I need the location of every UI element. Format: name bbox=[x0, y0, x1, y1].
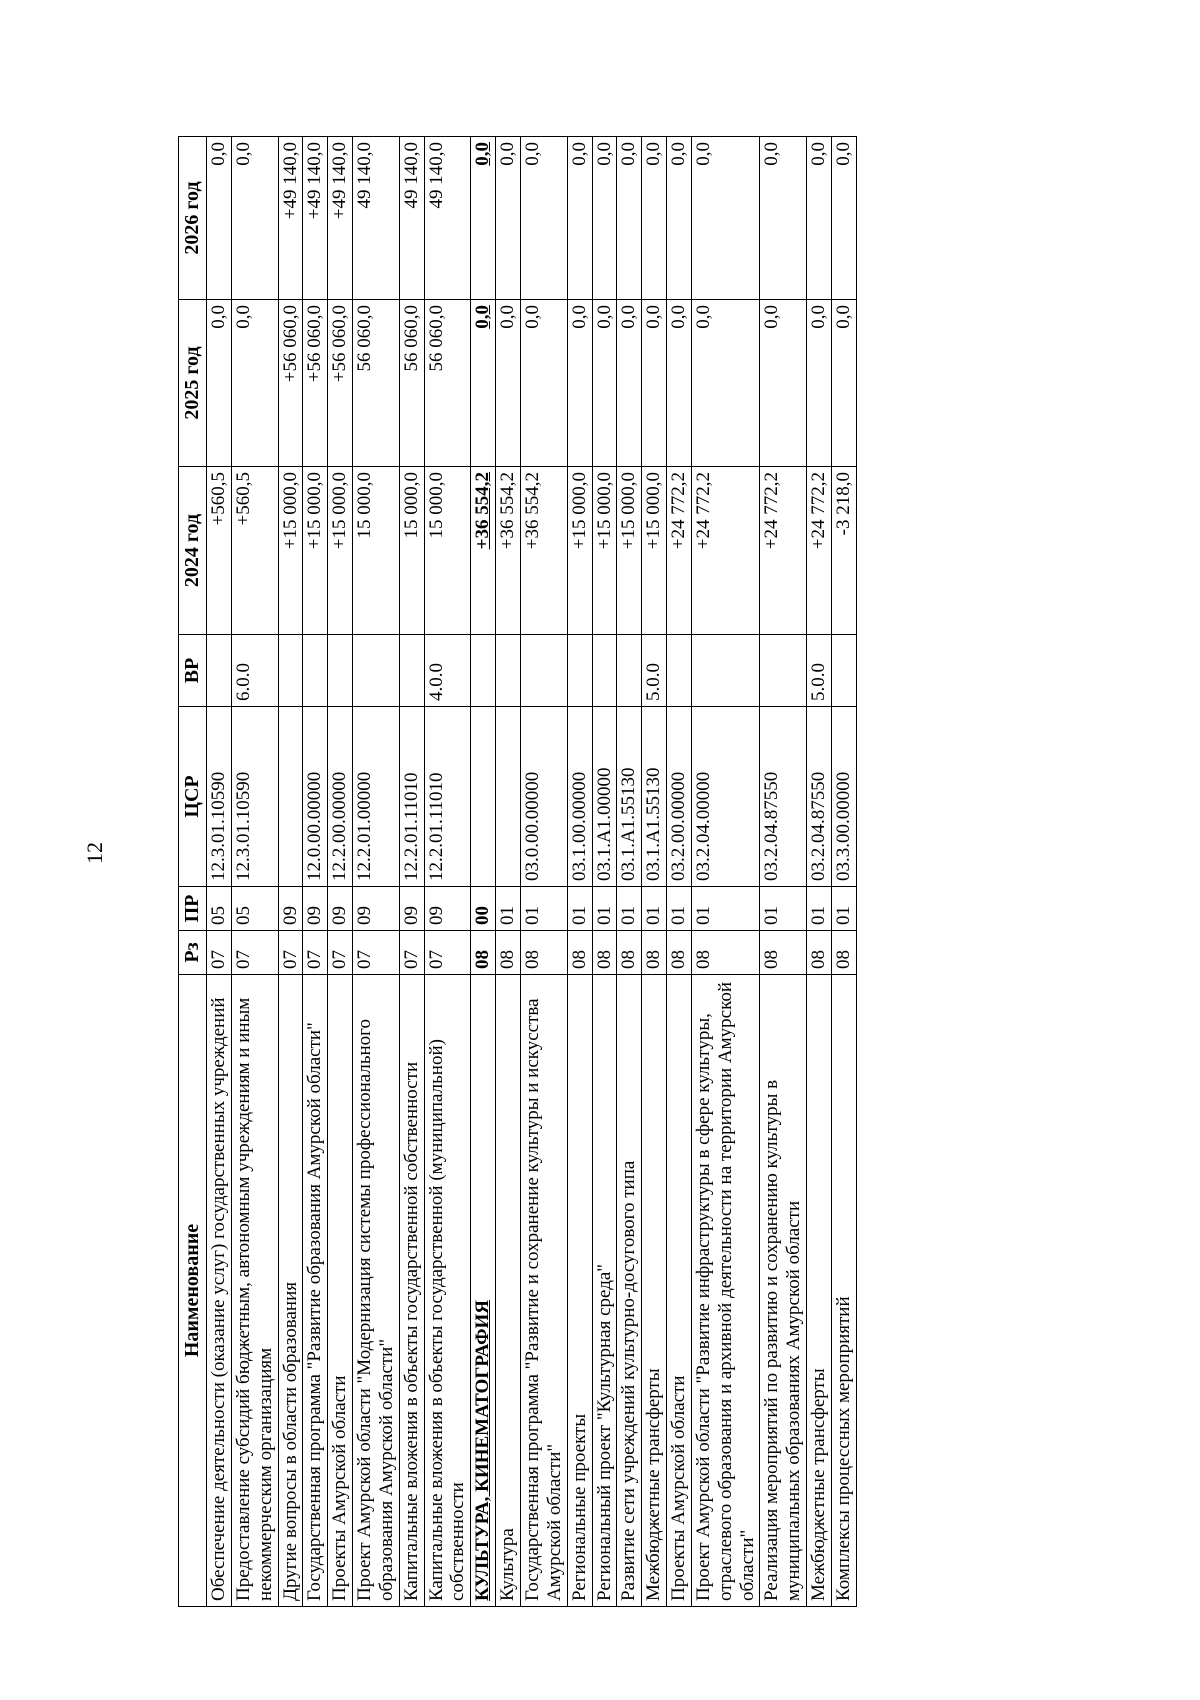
cell-rz: 07 bbox=[399, 931, 424, 975]
cell-name: Межбюджетные трансферты bbox=[642, 975, 667, 1607]
table-row bbox=[399, 137, 424, 1607]
cell-vr bbox=[328, 635, 353, 707]
table-row bbox=[667, 137, 692, 1607]
cell-rz: 07 bbox=[424, 931, 471, 975]
cell-pr: 05 bbox=[231, 887, 278, 931]
cell-pr: 00 bbox=[471, 887, 496, 931]
table-row bbox=[278, 137, 303, 1607]
cell-rz: 08 bbox=[807, 931, 832, 975]
rotated-table-container bbox=[178, 137, 1190, 1607]
cell-2026: 0,0 bbox=[496, 137, 521, 300]
cell-2025: 56 060,0 bbox=[424, 300, 471, 467]
cell-vr: 5.0.0 bbox=[642, 635, 667, 707]
cell-name: Государственная программа "Развитие и сохранение культуры и искусства Амурской области" bbox=[520, 975, 567, 1607]
cell-2024: +15 000,0 bbox=[592, 467, 617, 635]
cell-rz: 08 bbox=[831, 931, 856, 975]
cell-csr: 03.1.A1.55130 bbox=[617, 707, 642, 887]
cell-name: Межбюджетные трансферты bbox=[807, 975, 832, 1607]
cell-csr: 12.2.01.11010 bbox=[424, 707, 471, 887]
cell-rz: 08 bbox=[567, 931, 592, 975]
table-row bbox=[520, 137, 567, 1607]
cell-vr bbox=[691, 635, 760, 707]
cell-name: Государственная программа "Развитие образования Амурской области" bbox=[303, 975, 328, 1607]
cell-pr: 01 bbox=[520, 887, 567, 931]
cell-name: Комплексы процессных мероприятий bbox=[831, 975, 856, 1607]
cell-2024: +24 772,2 bbox=[667, 467, 692, 635]
table-row bbox=[303, 137, 328, 1607]
cell-2025: 0,0 bbox=[592, 300, 617, 467]
cell-rz: 07 bbox=[328, 931, 353, 975]
cell-pr: 09 bbox=[303, 887, 328, 931]
header-csr: ЦСР bbox=[179, 707, 207, 887]
cell-2025: 0,0 bbox=[760, 300, 807, 467]
cell-name: Проект Амурской области "Модернизация системы профессионального образования Амурской области" bbox=[353, 975, 400, 1607]
cell-2026: 0,0 bbox=[567, 137, 592, 300]
cell-2024: 15 000,0 bbox=[399, 467, 424, 635]
cell-csr: 03.2.04.87550 bbox=[807, 707, 832, 887]
cell-vr bbox=[207, 635, 232, 707]
cell-2025: +56 060,0 bbox=[303, 300, 328, 467]
cell-2025: 0,0 bbox=[667, 300, 692, 467]
cell-2026: 0,0 bbox=[471, 137, 496, 300]
cell-csr bbox=[278, 707, 303, 887]
cell-name: Капитальные вложения в объекты государственной собственности bbox=[399, 975, 424, 1607]
cell-name: Развитие сети учреждений культурно-досугового типа bbox=[617, 975, 642, 1607]
cell-pr: 09 bbox=[399, 887, 424, 931]
table-row bbox=[496, 137, 521, 1607]
table-row bbox=[207, 137, 232, 1607]
cell-2024: 15 000,0 bbox=[353, 467, 400, 635]
cell-pr: 01 bbox=[667, 887, 692, 931]
cell-name: Региональный проект "Культурная среда" bbox=[592, 975, 617, 1607]
cell-pr: 09 bbox=[328, 887, 353, 931]
cell-2024: +24 772,2 bbox=[760, 467, 807, 635]
cell-name: КУЛЬТУРА, КИНЕМАТОГРАФИЯ bbox=[471, 975, 496, 1607]
cell-rz: 07 bbox=[231, 931, 278, 975]
header-2024: 2024 год bbox=[179, 467, 207, 635]
cell-2025: 0,0 bbox=[807, 300, 832, 467]
cell-2024: +15 000,0 bbox=[278, 467, 303, 635]
cell-pr: 01 bbox=[691, 887, 760, 931]
cell-2026: 0,0 bbox=[667, 137, 692, 300]
table-row bbox=[807, 137, 832, 1607]
cell-csr: 03.0.00.00000 bbox=[520, 707, 567, 887]
cell-csr: 12.3.01.10590 bbox=[231, 707, 278, 887]
cell-csr: 12.3.01.10590 bbox=[207, 707, 232, 887]
cell-rz: 08 bbox=[617, 931, 642, 975]
cell-vr bbox=[567, 635, 592, 707]
cell-2024: +560,5 bbox=[207, 467, 232, 635]
header-2025: 2025 год bbox=[179, 300, 207, 467]
cell-csr: 03.1.A1.55130 bbox=[642, 707, 667, 887]
cell-pr: 01 bbox=[831, 887, 856, 931]
cell-vr bbox=[353, 635, 400, 707]
cell-vr bbox=[496, 635, 521, 707]
cell-2024: +15 000,0 bbox=[617, 467, 642, 635]
cell-rz: 07 bbox=[278, 931, 303, 975]
cell-rz: 07 bbox=[353, 931, 400, 975]
cell-vr bbox=[831, 635, 856, 707]
budget-table bbox=[178, 136, 857, 1607]
cell-csr bbox=[496, 707, 521, 887]
cell-2026: +49 140,0 bbox=[328, 137, 353, 300]
cell-rz: 08 bbox=[592, 931, 617, 975]
cell-2025: 56 060,0 bbox=[399, 300, 424, 467]
cell-pr: 01 bbox=[760, 887, 807, 931]
cell-vr bbox=[278, 635, 303, 707]
table-row bbox=[328, 137, 353, 1607]
cell-name: Региональные проекты bbox=[567, 975, 592, 1607]
cell-rz: 08 bbox=[496, 931, 521, 975]
cell-name: Обеспечение деятельности (оказание услуг) государственных учреждений bbox=[207, 975, 232, 1607]
cell-vr bbox=[667, 635, 692, 707]
cell-rz: 08 bbox=[520, 931, 567, 975]
cell-2025: 0,0 bbox=[496, 300, 521, 467]
cell-rz: 08 bbox=[642, 931, 667, 975]
cell-2026: 0,0 bbox=[642, 137, 667, 300]
cell-2025: 0,0 bbox=[831, 300, 856, 467]
cell-2026: +49 140,0 bbox=[303, 137, 328, 300]
cell-vr: 6.0.0 bbox=[231, 635, 278, 707]
cell-2024: +560,5 bbox=[231, 467, 278, 635]
cell-2026: +49 140,0 bbox=[278, 137, 303, 300]
cell-csr: 03.3.00.00000 bbox=[831, 707, 856, 887]
table-row bbox=[760, 137, 807, 1607]
table-row bbox=[471, 137, 496, 1607]
cell-name: Проекты Амурской области bbox=[667, 975, 692, 1607]
cell-2024: +15 000,0 bbox=[567, 467, 592, 635]
cell-vr bbox=[760, 635, 807, 707]
cell-2024: +24 772,2 bbox=[691, 467, 760, 635]
cell-csr: 03.2.00.00000 bbox=[667, 707, 692, 887]
cell-2026: 0,0 bbox=[831, 137, 856, 300]
cell-rz: 08 bbox=[667, 931, 692, 975]
cell-name: Капитальные вложения в объекты государственной (муниципальной) собственности bbox=[424, 975, 471, 1607]
cell-vr: 4.0.0 bbox=[424, 635, 471, 707]
cell-rz: 07 bbox=[207, 931, 232, 975]
cell-2025: 0,0 bbox=[617, 300, 642, 467]
cell-vr bbox=[592, 635, 617, 707]
cell-name: Реализация мероприятий по развитию и сохранению культуры в муниципальных образованиях Амурской области bbox=[760, 975, 807, 1607]
cell-csr: 12.2.00.00000 bbox=[328, 707, 353, 887]
cell-rz: 07 bbox=[303, 931, 328, 975]
cell-2025: +56 060,0 bbox=[328, 300, 353, 467]
cell-csr: 12.2.01.00000 bbox=[353, 707, 400, 887]
table-row bbox=[691, 137, 760, 1607]
table-row bbox=[592, 137, 617, 1607]
cell-pr: 01 bbox=[592, 887, 617, 931]
cell-name: Культура bbox=[496, 975, 521, 1607]
cell-2024: +15 000,0 bbox=[328, 467, 353, 635]
cell-vr: 5.0.0 bbox=[807, 635, 832, 707]
cell-2025: 0,0 bbox=[207, 300, 232, 467]
header-name: Наименование bbox=[179, 975, 207, 1607]
table-row bbox=[353, 137, 400, 1607]
cell-pr: 01 bbox=[642, 887, 667, 931]
cell-2026: 0,0 bbox=[807, 137, 832, 300]
cell-rz: 08 bbox=[691, 931, 760, 975]
cell-2024: +36 554,2 bbox=[471, 467, 496, 635]
table-header-row bbox=[179, 137, 207, 1607]
cell-name: Проекты Амурской области bbox=[328, 975, 353, 1607]
cell-2026: 0,0 bbox=[760, 137, 807, 300]
cell-csr: 03.2.04.00000 bbox=[691, 707, 760, 887]
cell-2025: 0,0 bbox=[567, 300, 592, 467]
header-rz: Рз bbox=[179, 931, 207, 975]
cell-name: Другие вопросы в области образования bbox=[278, 975, 303, 1607]
header-vr: ВР bbox=[179, 635, 207, 707]
cell-2024: +36 554,2 bbox=[520, 467, 567, 635]
cell-2025: 56 060,0 bbox=[353, 300, 400, 467]
cell-2024: -3 218,0 bbox=[831, 467, 856, 635]
cell-rz: 08 bbox=[760, 931, 807, 975]
header-pr: ПР bbox=[179, 887, 207, 931]
cell-2025: +56 060,0 bbox=[278, 300, 303, 467]
table-row bbox=[617, 137, 642, 1607]
table-row bbox=[424, 137, 471, 1607]
cell-csr: 03.1.A1.00000 bbox=[592, 707, 617, 887]
cell-2024: 15 000,0 bbox=[424, 467, 471, 635]
cell-2026: 0,0 bbox=[520, 137, 567, 300]
cell-rz: 08 bbox=[471, 931, 496, 975]
cell-2024: +15 000,0 bbox=[303, 467, 328, 635]
cell-vr bbox=[399, 635, 424, 707]
cell-2024: +15 000,0 bbox=[642, 467, 667, 635]
cell-2025: 0,0 bbox=[471, 300, 496, 467]
cell-2025: 0,0 bbox=[642, 300, 667, 467]
cell-csr: 03.1.00.00000 bbox=[567, 707, 592, 887]
cell-2026: 0,0 bbox=[231, 137, 278, 300]
cell-2025: 0,0 bbox=[691, 300, 760, 467]
cell-2024: +24 772,2 bbox=[807, 467, 832, 635]
cell-pr: 01 bbox=[496, 887, 521, 931]
table-body bbox=[207, 137, 857, 1607]
page-number: 12 bbox=[82, 842, 107, 864]
cell-pr: 09 bbox=[278, 887, 303, 931]
cell-pr: 01 bbox=[807, 887, 832, 931]
cell-csr: 12.2.01.11010 bbox=[399, 707, 424, 887]
cell-name: Проект Амурской области "Развитие инфраструктуры в сфере культуры, отраслевого образования и архивной деятельности на территории Амурской области" bbox=[691, 975, 760, 1607]
cell-2025: 0,0 bbox=[520, 300, 567, 467]
cell-2026: 0,0 bbox=[617, 137, 642, 300]
table-row bbox=[567, 137, 592, 1607]
cell-pr: 05 bbox=[207, 887, 232, 931]
table-row bbox=[642, 137, 667, 1607]
cell-csr: 03.2.04.87550 bbox=[760, 707, 807, 887]
cell-pr: 09 bbox=[424, 887, 471, 931]
cell-2026: 0,0 bbox=[592, 137, 617, 300]
cell-2026: 49 140,0 bbox=[399, 137, 424, 300]
cell-2026: 49 140,0 bbox=[424, 137, 471, 300]
cell-2026: 0,0 bbox=[207, 137, 232, 300]
cell-2024: +36 554,2 bbox=[496, 467, 521, 635]
cell-pr: 01 bbox=[617, 887, 642, 931]
cell-csr bbox=[471, 707, 496, 887]
cell-2026: 49 140,0 bbox=[353, 137, 400, 300]
cell-vr bbox=[471, 635, 496, 707]
cell-2026: 0,0 bbox=[691, 137, 760, 300]
cell-2025: 0,0 bbox=[231, 300, 278, 467]
table-row bbox=[231, 137, 278, 1607]
cell-pr: 09 bbox=[353, 887, 400, 931]
table-row bbox=[831, 137, 856, 1607]
cell-vr bbox=[520, 635, 567, 707]
cell-vr bbox=[617, 635, 642, 707]
cell-vr bbox=[303, 635, 328, 707]
cell-csr: 12.0.00.00000 bbox=[303, 707, 328, 887]
cell-pr: 01 bbox=[567, 887, 592, 931]
header-2026: 2026 год bbox=[179, 137, 207, 300]
cell-name: Предоставление субсидий бюджетным, автономным учреждениям и иным некоммерческим организациям bbox=[231, 975, 278, 1607]
